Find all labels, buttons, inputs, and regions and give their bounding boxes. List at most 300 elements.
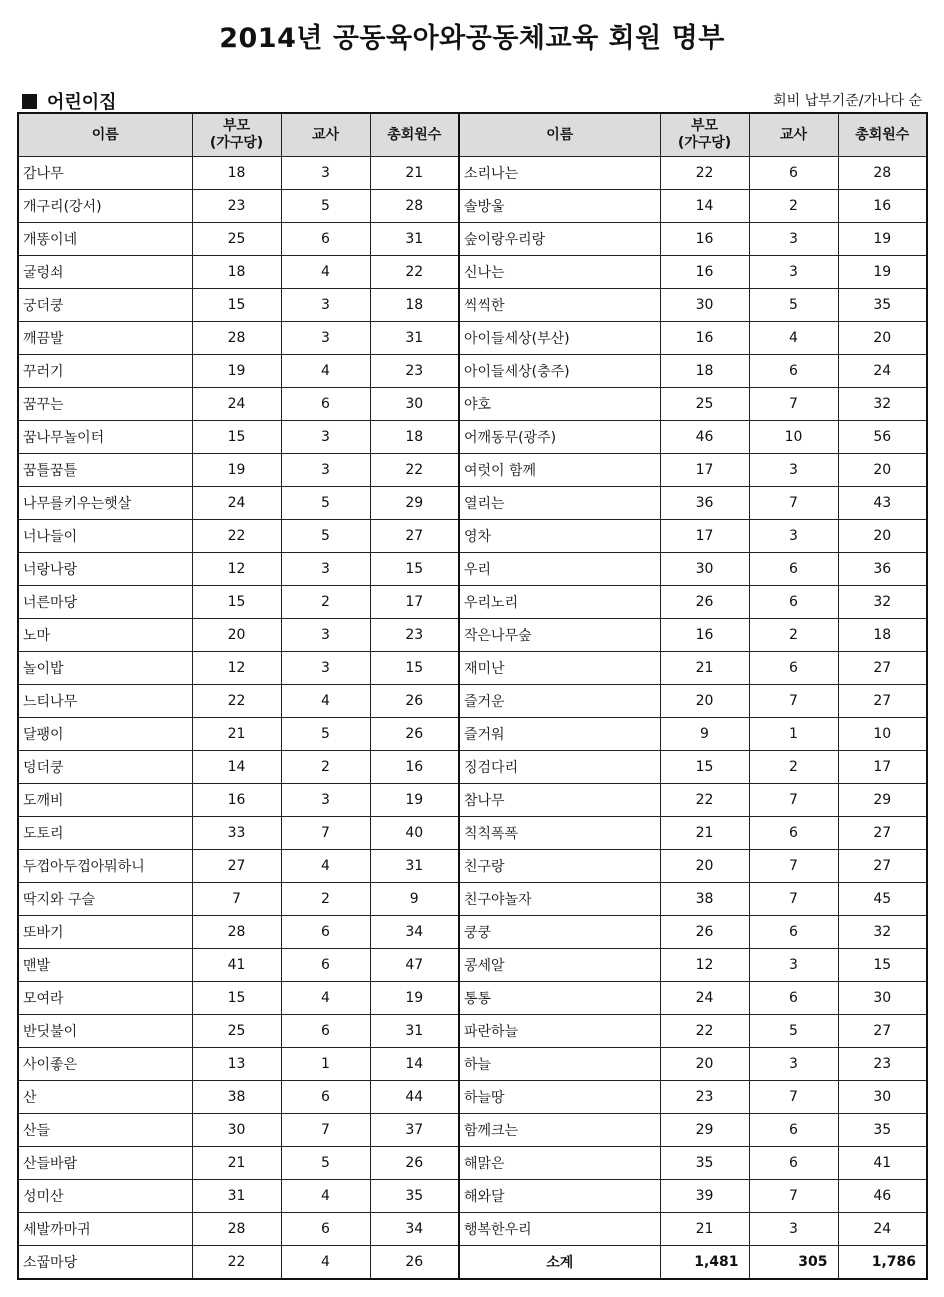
row-teachers: 6 xyxy=(281,1081,370,1114)
table-row xyxy=(18,1081,927,1114)
row-total: 14 xyxy=(370,1048,459,1081)
row-name: 달팽이 xyxy=(18,718,192,751)
row-teachers: 7 xyxy=(749,487,838,520)
table-row xyxy=(18,421,927,454)
row-parents: 20 xyxy=(660,685,749,718)
row-name: 성미산 xyxy=(18,1180,192,1213)
row-parents: 13 xyxy=(192,1048,281,1081)
row-name: 행복한우리 xyxy=(459,1213,660,1246)
row-teachers: 4 xyxy=(749,322,838,355)
row-total: 29 xyxy=(838,784,927,817)
col-parent-label: 부모 xyxy=(222,118,251,134)
row-total: 16 xyxy=(838,190,927,223)
row-teachers: 6 xyxy=(281,1213,370,1246)
table-row xyxy=(18,190,927,223)
row-name: 쿵쿵 xyxy=(459,916,660,949)
row-parents: 28 xyxy=(192,916,281,949)
row-total: 43 xyxy=(838,487,927,520)
row-parents: 15 xyxy=(192,586,281,619)
table-row xyxy=(18,388,927,421)
member-roster-table xyxy=(17,112,928,1280)
row-total: 35 xyxy=(838,1114,927,1147)
row-name: 파란하늘 xyxy=(459,1015,660,1048)
row-parents: 21 xyxy=(660,652,749,685)
row-total: 27 xyxy=(838,1015,927,1048)
row-parents: 27 xyxy=(192,850,281,883)
row-total: 35 xyxy=(838,289,927,322)
row-total: 19 xyxy=(838,256,927,289)
row-total: 27 xyxy=(838,850,927,883)
row-total: 29 xyxy=(370,487,459,520)
row-teachers: 3 xyxy=(749,1048,838,1081)
row-teachers: 6 xyxy=(749,586,838,619)
row-parents: 35 xyxy=(660,1147,749,1180)
roster-body xyxy=(18,157,927,1246)
row-parents: 19 xyxy=(192,355,281,388)
row-parents: 31 xyxy=(192,1180,281,1213)
col-parent-left xyxy=(192,113,281,157)
row-teachers: 6 xyxy=(749,982,838,1015)
row-parents: 30 xyxy=(192,1114,281,1147)
row-total: 37 xyxy=(370,1114,459,1147)
row-teachers: 6 xyxy=(281,388,370,421)
row-total: 20 xyxy=(838,520,927,553)
table-row xyxy=(18,751,927,784)
row-total: 40 xyxy=(370,817,459,850)
row-parents: 22 xyxy=(660,1015,749,1048)
row-name: 감나무 xyxy=(18,157,192,190)
row-name: 느티나무 xyxy=(18,685,192,718)
row-total: 27 xyxy=(838,817,927,850)
col-teacher-right: 교사 xyxy=(749,113,838,157)
table-row xyxy=(18,982,927,1015)
row-parents: 38 xyxy=(660,883,749,916)
row-total: 17 xyxy=(370,586,459,619)
table-row xyxy=(18,784,927,817)
subtotal-parents: 1,481 xyxy=(660,1246,749,1280)
row-name: 덩더쿵 xyxy=(18,751,192,784)
row-name: 영차 xyxy=(459,520,660,553)
row-total: 22 xyxy=(370,256,459,289)
row-parents: 17 xyxy=(660,454,749,487)
col-parent-sublabel: (가구당) xyxy=(677,135,732,151)
table-row xyxy=(18,1015,927,1048)
row-total: 45 xyxy=(838,883,927,916)
row-total: 23 xyxy=(370,619,459,652)
subtotal-row xyxy=(18,1246,927,1280)
row-total: 26 xyxy=(370,718,459,751)
table-row xyxy=(18,256,927,289)
row-total: 24 xyxy=(838,1213,927,1246)
row-teachers: 7 xyxy=(281,1114,370,1147)
row-parents: 25 xyxy=(192,223,281,256)
row-name: 세발까마귀 xyxy=(18,1213,192,1246)
subtotal-label: 소계 xyxy=(459,1246,660,1280)
row-teachers: 6 xyxy=(749,652,838,685)
row-teachers: 7 xyxy=(749,1180,838,1213)
row-teachers: 4 xyxy=(281,850,370,883)
row-total: 31 xyxy=(370,1015,459,1048)
row-total: 22 xyxy=(370,454,459,487)
row-name: 씩씩한 xyxy=(459,289,660,322)
row-name: 해와달 xyxy=(459,1180,660,1213)
row-total: 19 xyxy=(370,784,459,817)
row-parents: 46 xyxy=(660,421,749,454)
square-bullet-icon xyxy=(22,94,37,109)
row-parents: 24 xyxy=(660,982,749,1015)
row-name: 어깨동무(광주) xyxy=(459,421,660,454)
row-parents: 22 xyxy=(192,520,281,553)
row-teachers: 3 xyxy=(281,157,370,190)
table-row xyxy=(18,157,927,190)
row-name: 소꿉마당 xyxy=(18,1246,192,1280)
row-parents: 26 xyxy=(660,586,749,619)
row-parents: 30 xyxy=(660,289,749,322)
row-teachers: 5 xyxy=(281,487,370,520)
row-parents: 25 xyxy=(192,1015,281,1048)
row-parents: 20 xyxy=(192,619,281,652)
row-teachers: 2 xyxy=(749,619,838,652)
row-total: 18 xyxy=(838,619,927,652)
row-parents: 22 xyxy=(660,784,749,817)
row-name: 산들 xyxy=(18,1114,192,1147)
row-total: 15 xyxy=(370,553,459,586)
row-name: 하늘땅 xyxy=(459,1081,660,1114)
row-teachers: 4 xyxy=(281,1246,370,1280)
row-name: 두껍아두껍아뭐하니 xyxy=(18,850,192,883)
row-total: 34 xyxy=(370,916,459,949)
row-total: 44 xyxy=(370,1081,459,1114)
row-name: 맨발 xyxy=(18,949,192,982)
section-heading xyxy=(22,88,117,114)
row-teachers: 6 xyxy=(281,1015,370,1048)
row-total: 30 xyxy=(370,388,459,421)
row-name: 도토리 xyxy=(18,817,192,850)
row-teachers: 5 xyxy=(281,718,370,751)
row-teachers: 3 xyxy=(749,520,838,553)
row-name: 노마 xyxy=(18,619,192,652)
row-total: 10 xyxy=(838,718,927,751)
row-parents: 12 xyxy=(192,553,281,586)
row-teachers: 2 xyxy=(281,586,370,619)
row-name: 하늘 xyxy=(459,1048,660,1081)
row-total: 27 xyxy=(838,652,927,685)
row-teachers: 1 xyxy=(281,1048,370,1081)
table-row xyxy=(18,1114,927,1147)
row-name: 야호 xyxy=(459,388,660,421)
row-total: 19 xyxy=(370,982,459,1015)
row-name: 여럿이 함께 xyxy=(459,454,660,487)
table-row xyxy=(18,916,927,949)
row-total: 20 xyxy=(838,454,927,487)
row-teachers: 7 xyxy=(749,685,838,718)
row-teachers: 3 xyxy=(281,553,370,586)
table-row xyxy=(18,586,927,619)
row-parents: 33 xyxy=(192,817,281,850)
table-row xyxy=(18,520,927,553)
row-name: 개똥이네 xyxy=(18,223,192,256)
row-teachers: 6 xyxy=(749,817,838,850)
table-row xyxy=(18,553,927,586)
row-parents: 15 xyxy=(660,751,749,784)
row-total: 27 xyxy=(838,685,927,718)
subtotal-teachers: 305 xyxy=(749,1246,838,1280)
row-teachers: 2 xyxy=(749,751,838,784)
table-row xyxy=(18,949,927,982)
row-parents: 36 xyxy=(660,487,749,520)
row-teachers: 6 xyxy=(749,355,838,388)
row-teachers: 6 xyxy=(281,916,370,949)
row-teachers: 7 xyxy=(749,388,838,421)
row-teachers: 3 xyxy=(281,619,370,652)
row-name: 콩세알 xyxy=(459,949,660,982)
row-parents: 30 xyxy=(660,553,749,586)
row-parents: 18 xyxy=(192,157,281,190)
row-parents: 18 xyxy=(660,355,749,388)
row-teachers: 7 xyxy=(749,850,838,883)
row-teachers: 2 xyxy=(749,190,838,223)
row-parents: 24 xyxy=(192,487,281,520)
row-total: 16 xyxy=(370,751,459,784)
row-teachers: 1 xyxy=(749,718,838,751)
row-parents: 28 xyxy=(192,1213,281,1246)
row-parents: 39 xyxy=(660,1180,749,1213)
row-teachers: 3 xyxy=(749,223,838,256)
row-teachers: 4 xyxy=(281,685,370,718)
row-parents: 12 xyxy=(192,652,281,685)
row-teachers: 6 xyxy=(749,1147,838,1180)
col-name-left: 이름 xyxy=(18,113,192,157)
row-name: 우리노리 xyxy=(459,586,660,619)
row-teachers: 3 xyxy=(749,1213,838,1246)
row-name: 너나들이 xyxy=(18,520,192,553)
row-teachers: 6 xyxy=(749,1114,838,1147)
row-name: 재미난 xyxy=(459,652,660,685)
row-parents: 15 xyxy=(192,421,281,454)
row-total: 26 xyxy=(370,685,459,718)
row-name: 사이좋은 xyxy=(18,1048,192,1081)
row-name: 놀이밥 xyxy=(18,652,192,685)
table-row xyxy=(18,487,927,520)
row-total: 56 xyxy=(838,421,927,454)
row-parents: 16 xyxy=(660,256,749,289)
row-total: 18 xyxy=(370,289,459,322)
row-total: 31 xyxy=(370,223,459,256)
row-total: 30 xyxy=(838,1081,927,1114)
col-parent-right xyxy=(660,113,749,157)
row-total: 36 xyxy=(838,553,927,586)
row-total: 20 xyxy=(838,322,927,355)
row-name: 너른마당 xyxy=(18,586,192,619)
row-total: 18 xyxy=(370,421,459,454)
row-total: 31 xyxy=(370,322,459,355)
row-teachers: 5 xyxy=(281,1147,370,1180)
table-row xyxy=(18,850,927,883)
row-teachers: 2 xyxy=(281,883,370,916)
col-name-right: 이름 xyxy=(459,113,660,157)
row-teachers: 6 xyxy=(281,949,370,982)
row-total: 26 xyxy=(370,1147,459,1180)
row-total: 19 xyxy=(838,223,927,256)
row-total: 9 xyxy=(370,883,459,916)
row-parents: 41 xyxy=(192,949,281,982)
row-teachers: 5 xyxy=(281,520,370,553)
row-parents: 16 xyxy=(660,619,749,652)
row-name: 깨끔발 xyxy=(18,322,192,355)
row-name: 즐거워 xyxy=(459,718,660,751)
row-total: 41 xyxy=(838,1147,927,1180)
row-teachers: 3 xyxy=(281,652,370,685)
row-parents: 20 xyxy=(660,850,749,883)
row-total: 32 xyxy=(838,586,927,619)
row-name: 참나무 xyxy=(459,784,660,817)
row-total: 15 xyxy=(838,949,927,982)
row-parents: 21 xyxy=(660,817,749,850)
row-parents: 17 xyxy=(660,520,749,553)
row-name: 소리나는 xyxy=(459,157,660,190)
row-teachers: 4 xyxy=(281,1180,370,1213)
row-name: 칙칙폭폭 xyxy=(459,817,660,850)
row-parents: 28 xyxy=(192,322,281,355)
row-total: 28 xyxy=(838,157,927,190)
row-teachers: 3 xyxy=(281,454,370,487)
row-parents: 21 xyxy=(192,718,281,751)
row-name: 모여라 xyxy=(18,982,192,1015)
row-parents: 7 xyxy=(192,883,281,916)
page-title: 2014년 공동육아와공동체교육 회원 명부 xyxy=(219,23,725,54)
row-teachers: 4 xyxy=(281,355,370,388)
row-parents: 24 xyxy=(192,388,281,421)
row-total: 23 xyxy=(838,1048,927,1081)
row-total: 31 xyxy=(370,850,459,883)
col-total-left: 총회원수 xyxy=(370,113,459,157)
row-total: 23 xyxy=(370,355,459,388)
row-teachers: 5 xyxy=(281,190,370,223)
row-name: 꿈꾸는 xyxy=(18,388,192,421)
row-name: 딱지와 구슬 xyxy=(18,883,192,916)
row-parents: 20 xyxy=(660,1048,749,1081)
row-name: 친구랑 xyxy=(459,850,660,883)
table-row xyxy=(18,1147,927,1180)
row-parents: 19 xyxy=(192,454,281,487)
row-name: 꿈틀꿈틀 xyxy=(18,454,192,487)
row-parents: 21 xyxy=(660,1213,749,1246)
row-parents: 25 xyxy=(660,388,749,421)
row-name: 친구야놀자 xyxy=(459,883,660,916)
row-name: 함께크는 xyxy=(459,1114,660,1147)
row-teachers: 4 xyxy=(281,982,370,1015)
row-teachers: 7 xyxy=(749,1081,838,1114)
row-teachers: 3 xyxy=(749,454,838,487)
row-name: 꾸러기 xyxy=(18,355,192,388)
row-name: 해맑은 xyxy=(459,1147,660,1180)
row-parents: 21 xyxy=(192,1147,281,1180)
row-name: 꿈나무놀이터 xyxy=(18,421,192,454)
row-teachers: 6 xyxy=(749,553,838,586)
row-parents: 22 xyxy=(660,157,749,190)
row-name: 너랑나랑 xyxy=(18,553,192,586)
sort-note: 회비 납부기준/가나다 순 xyxy=(773,93,922,109)
col-teacher-left: 교사 xyxy=(281,113,370,157)
row-teachers: 5 xyxy=(749,289,838,322)
col-total-right: 총회원수 xyxy=(838,113,927,157)
table-row xyxy=(18,223,927,256)
row-parents: 26 xyxy=(660,916,749,949)
table-row xyxy=(18,619,927,652)
row-parents: 38 xyxy=(192,1081,281,1114)
row-total: 35 xyxy=(370,1180,459,1213)
row-parents: 29 xyxy=(660,1114,749,1147)
col-parent-sublabel: (가구당) xyxy=(209,135,264,151)
row-parents: 14 xyxy=(660,190,749,223)
section-title: 어린이집 xyxy=(47,92,117,113)
row-name: 우리 xyxy=(459,553,660,586)
row-teachers: 4 xyxy=(281,256,370,289)
row-parents: 9 xyxy=(660,718,749,751)
table-row xyxy=(18,817,927,850)
row-teachers: 7 xyxy=(281,817,370,850)
row-parents: 16 xyxy=(660,223,749,256)
row-name: 숲이랑우리랑 xyxy=(459,223,660,256)
row-teachers: 3 xyxy=(281,784,370,817)
row-teachers: 3 xyxy=(749,949,838,982)
table-row xyxy=(18,454,927,487)
row-total: 32 xyxy=(838,916,927,949)
row-parents: 23 xyxy=(660,1081,749,1114)
row-total: 28 xyxy=(370,190,459,223)
table-row xyxy=(18,1213,927,1246)
row-teachers: 6 xyxy=(749,916,838,949)
row-name: 아이들세상(충주) xyxy=(459,355,660,388)
row-total: 24 xyxy=(838,355,927,388)
row-teachers: 5 xyxy=(749,1015,838,1048)
row-name: 아이들세상(부산) xyxy=(459,322,660,355)
row-parents: 15 xyxy=(192,982,281,1015)
row-total: 21 xyxy=(370,157,459,190)
row-total: 26 xyxy=(370,1246,459,1280)
row-name: 즐거운 xyxy=(459,685,660,718)
row-name: 산 xyxy=(18,1081,192,1114)
row-total: 32 xyxy=(838,388,927,421)
row-total: 34 xyxy=(370,1213,459,1246)
row-parents: 16 xyxy=(660,322,749,355)
row-teachers: 10 xyxy=(749,421,838,454)
row-name: 통통 xyxy=(459,982,660,1015)
row-total: 46 xyxy=(838,1180,927,1213)
row-name: 궁더쿵 xyxy=(18,289,192,322)
row-name: 반딧불이 xyxy=(18,1015,192,1048)
row-parents: 23 xyxy=(192,190,281,223)
row-name: 작은나무숲 xyxy=(459,619,660,652)
row-teachers: 3 xyxy=(281,289,370,322)
row-name: 나무를키우는햇살 xyxy=(18,487,192,520)
row-teachers: 2 xyxy=(281,751,370,784)
row-teachers: 3 xyxy=(749,256,838,289)
row-parents: 22 xyxy=(192,1246,281,1280)
row-total: 15 xyxy=(370,652,459,685)
row-teachers: 7 xyxy=(749,784,838,817)
header-row xyxy=(18,113,927,157)
row-total: 30 xyxy=(838,982,927,1015)
row-parents: 12 xyxy=(660,949,749,982)
row-name: 산들바람 xyxy=(18,1147,192,1180)
table-row xyxy=(18,652,927,685)
table-row xyxy=(18,685,927,718)
row-name: 도깨비 xyxy=(18,784,192,817)
row-name: 개구리(강서) xyxy=(18,190,192,223)
row-name: 또바기 xyxy=(18,916,192,949)
table-row xyxy=(18,1180,927,1213)
